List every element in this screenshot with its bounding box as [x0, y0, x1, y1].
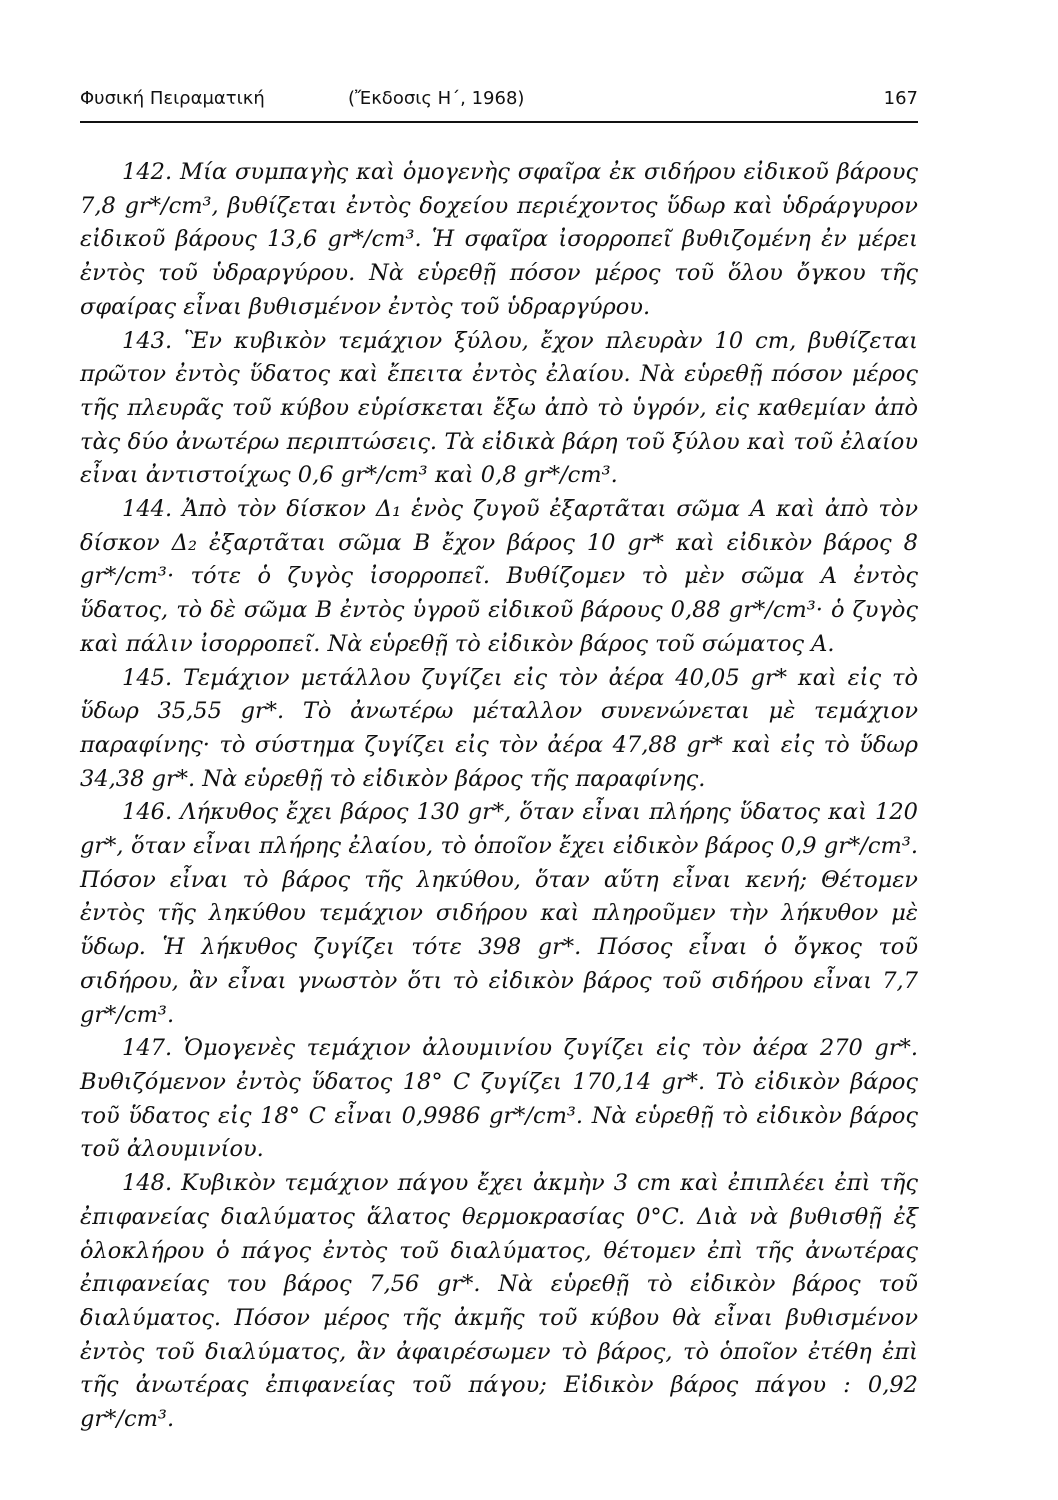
problem-text: Λήκυθος ἔχει βάρος 130 gr*, ὅταν εἶναι πλήρης ὕδατος καὶ 120 gr*, ὅταν εἶναι πλήρης ἐλαίου, τὸ ὁποῖον ἔχει εἰδικὸν βάρος 0,9 gr*/cm³. Πόσον εἶναι τὸ βάρος τῆς ληκύθου, ὅταν αὕτη εἶναι κενή; Θέτομεν ἐντὸς τῆς ληκύθου τεμάχιον σιδήρου καὶ πληροῦμεν τὴν λήκυθον μὲ ὕδωρ. Ἡ λήκυθος ζυγίζει τότε 398 gr*. Πόσος εἶναι ὁ ὄγκος τοῦ σιδήρου, ἂν εἶναι γνωστὸν ὅτι τὸ εἰδικὸν βάρος τοῦ σιδήρου εἶναι 7,7 gr*/cm³. [80, 799, 918, 1028]
problem-number: 147. [122, 1035, 173, 1062]
problem-147 [80, 1032, 918, 1167]
problem-number: 146. [122, 799, 173, 826]
problem-number: 145. [122, 664, 173, 691]
problem-number: 144. [122, 496, 173, 523]
problem-number: 142. [122, 159, 173, 185]
book-title: Φυσική Πειραματική [80, 88, 265, 109]
problem-text: Ὁμογενὲς τεμάχιον ἀλουμινίου ζυγίζει εἰς τὸν ἀέρα 270 gr*. Βυθιζόμενον ἐντὸς ὕδατος 18° C ζυγίζει 170,14 gr*. Τὸ εἰδικὸν βάρος τοῦ ὕδατος εἰς 18° C εἶναι 0,9986 gr*/cm³. Νὰ εὑρεθῇ τὸ εἰδικὸν βάρος τοῦ ἀλουμινίου. [80, 1035, 918, 1163]
problem-number: 143. [122, 327, 173, 354]
problems-list [80, 156, 918, 1437]
problem-142 [80, 156, 918, 325]
problem-text: Κυβικὸν τεμάχιον πάγου ἔχει ἀκμὴν 3 cm καὶ ἐπιπλέει ἐπὶ τῆς ἐπιφανείας διαλύματος ἅλατος θερμοκρασίας 0°C. Διὰ νὰ βυθισθῇ ἐξ ὁλοκλήρου ὁ πάγος ἐντὸς τοῦ διαλύματος, θέτομεν ἐπὶ τῆς ἀνωτέρας ἐπιφανείας του βάρος 7,56 gr*. Νὰ εὑρεθῇ τὸ εἰδικὸν βάρος τοῦ διαλύματος. Πόσον μέρος τῆς ἀκμῆς τοῦ κύβου θὰ εἶναι βυθισμένον ἐντὸς τοῦ διαλύματος, ἂν ἀφαιρέσωμεν τὸ βάρος, τὸ ὁποῖον ἐτέθη ἐπὶ τῆς ἀνωτέρας ἐπιφανείας τοῦ πάγου; Εἰδικὸν βάρος πάγου : 0,92 gr*/cm³. [80, 1170, 918, 1433]
problem-148 [80, 1167, 918, 1437]
problem-text: Ἓν κυβικὸν τεμάχιον ξύλου, ἔχον πλευρὰν 10 cm, βυθίζεται πρῶτον ἐντὸς ὕδατος καὶ ἔπειτα ἐντὸς ἐλαίου. Νὰ εὑρεθῇ πόσον μέρος τῆς πλευρᾶς τοῦ κύβου εὑρίσκεται ἔξω ἀπὸ τὸ ὑγρόν, εἰς καθεμίαν ἀπὸ τὰς δύο ἀνωτέρω περιπτώσεις. Τὰ εἰδικὰ βάρη τοῦ ξύλου καὶ τοῦ ἐλαίου εἶναι ἀντιστοίχως 0,6 gr*/cm³ καὶ 0,8 gr*/cm³. [80, 327, 918, 489]
problem-146 [80, 796, 918, 1032]
problem-number: 148. [122, 1170, 173, 1197]
problem-text: Ἀπὸ τὸν δίσκον Δ₁ ἑνὸς ζυγοῦ ἐξαρτᾶται σῶμα Α καὶ ἀπὸ τὸν δίσκον Δ₂ ἐξαρτᾶται σῶμα Β ἔχον βάρος 10 gr* καὶ εἰδικὸν βάρος 8 gr*/cm³· τότε ὁ ζυγὸς ἰσορροπεῖ. Βυθίζομεν τὸ μὲν σῶμα Α ἐντὸς ὕδατος, τὸ δὲ σῶμα Β ἐντὸς ὑγροῦ εἰδικοῦ βάρους 0,88 gr*/cm³· ὁ ζυγὸς καὶ πάλιν ἰσορροπεῖ. Νὰ εὑρεθῇ τὸ εἰδικὸν βάρος τοῦ σώματος Α. [80, 496, 918, 657]
page-number: 167 [883, 88, 918, 109]
problem-text: Τεμάχιον μετάλλου ζυγίζει εἰς τὸν ἀέρα 40,05 gr* καὶ εἰς τὸ ὕδωρ 35,55 gr*. Τὸ ἀνωτέρω μέταλλον συνενώνεται μὲ τεμάχιον παραφίνης· τὸ σύστημα ζυγίζει εἰς τὸν ἀέρα 47,88 gr* καὶ εἰς τὸ ὕδωρ 34,38 gr*. Νὰ εὑρεθῇ τὸ εἰδικὸν βάρος τῆς παραφίνης. [80, 664, 919, 792]
edition-info: (Ἔκδοσις Η΄, 1968) [348, 88, 525, 109]
problem-145 [80, 662, 918, 797]
header-rule [80, 121, 918, 123]
running-header [80, 88, 918, 118]
problem-143 [80, 325, 918, 494]
problem-144 [80, 493, 918, 662]
problem-text: Μία συμπαγὴς καὶ ὁμογενὴς σφαῖρα ἐκ σιδήρου εἰδικοῦ βάρους 7,8 gr*/cm³, βυθίζεται ἐντὸς δοχείου περιέχοντος ὕδωρ καὶ ὑδράργυρον εἰδικοῦ βάρους 13,6 gr*/cm³. Ἡ σφαῖρα ἰσορροπεῖ βυθιζομένη ἐν μέρει ἐντὸς τοῦ ὑδραργύρου. Νὰ εὑρεθῇ πόσον μέρος τοῦ ὅλου ὄγκου τῆς σφαίρας εἶναι βυθισμένον ἐντὸς τοῦ ὑδραργύρου. [80, 159, 918, 320]
